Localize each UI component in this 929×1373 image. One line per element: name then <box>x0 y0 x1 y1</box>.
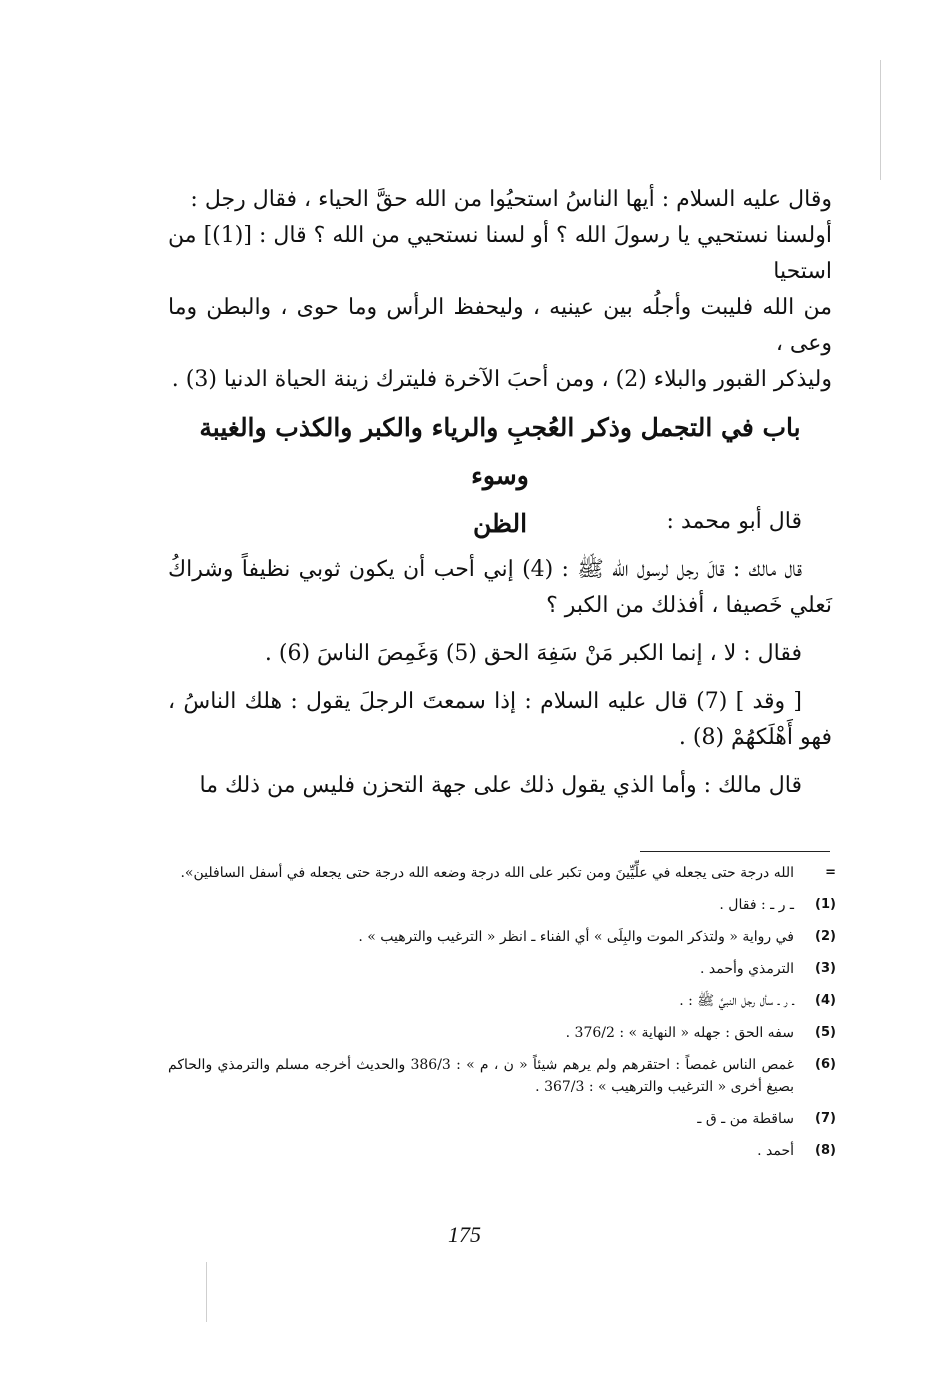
footnote-number: (7) <box>815 1111 836 1126</box>
footnote <box>168 862 836 884</box>
footnote <box>168 1108 836 1130</box>
footnote <box>168 894 836 916</box>
footnote-number: (4) <box>815 993 836 1008</box>
paragraph: فقال : لا ، إنما الكبر مَنْ سَفِهَ الحق (5) وَغَمِصَ الناسَ (6) . <box>264 641 802 666</box>
footnote-number: (2) <box>815 929 836 944</box>
footnote-text: غمص الناس غمصاً : احتقرهم ولم يرهم شيئاً « ن ، م » : 386/3 والحديث أخرجه مسلم والترمذي والحاكم بصيغ أخرى « الترغيب والترهيب » : 367/3 . <box>168 1057 795 1095</box>
footnote <box>168 958 836 980</box>
footnote-text: الترمذي وأحمد . <box>699 961 794 977</box>
paragraph: [ وقد ] (7) قال عليه السلام : إذا سمعتَ الرجلَ يقول : هلك الناسُ ، فهو أَهْلَكهُمْ (8) . <box>168 689 832 750</box>
footnote-number: (6) <box>815 1057 836 1072</box>
footnote-number: (5) <box>815 1025 836 1040</box>
chapter-heading-line: باب في التجمل وذكر العُجبِ والرياء والكبر والكذب والغيبة وسوء <box>199 413 801 490</box>
scan-artifact <box>206 1262 207 1322</box>
footnote-number: = <box>825 865 836 880</box>
footnote-text: سفه الحق : جهله « النهاية » : 376/2 . <box>565 1025 794 1041</box>
footnote-text: ساقطة من ـ ق ـ <box>697 1111 794 1127</box>
intro-line: وقال عليه السلام : أيها الناسُ استحيُوا من الله حقَّ الحياء ، فقال رجل : <box>190 187 832 212</box>
footnotes <box>168 862 836 1172</box>
footnote-text: ـ ر ـ سأل رجل النبيَّ ﷺ : . <box>679 993 794 1009</box>
paragraph: قال أبو محمد : <box>666 509 802 534</box>
footnote <box>168 1054 836 1098</box>
footnote <box>168 926 836 948</box>
footnote-divider <box>640 851 830 852</box>
footnote-number: (8) <box>815 1143 836 1158</box>
chapter-body <box>168 504 832 816</box>
intro-line: من الله فليبت وأجلُه بين عينيه ، وليحفظ الرأس وما حوى ، والبطن وما وعى ، <box>168 295 832 356</box>
footnote-number: (3) <box>815 961 836 976</box>
page-number: 175 <box>448 1222 481 1247</box>
footnote-text: في رواية « ولتذكر الموت والبِلَى » أي الفناء ـ انظر « الترغيب والترهيب » . <box>358 929 794 945</box>
scan-artifact <box>880 60 881 180</box>
paragraph: قال مالك : وأما الذي يقول ذلك على جهة التحزن فليس من ذلك ما <box>199 773 802 798</box>
footnote <box>168 990 836 1012</box>
footnote-number: (1) <box>815 897 836 912</box>
paragraph: قال مالك : قالَ رجل لرسول الله ﷺ : (4) إني أحب أن يكون ثوبي نظيفاً وشراكُ نَعلي خَصيفا ، أفذلك من الكبر ؟ <box>168 557 832 618</box>
footnote-text: الله درجة حتى يجعله في علِّيِّينَ ومن تكبر على الله درجة وضعه الله درجة حتى يجعله في أسفل السافلين». <box>180 865 794 881</box>
footnote-text: أحمد . <box>757 1143 794 1159</box>
chapter-heading-line: الظن <box>472 509 528 538</box>
footnote <box>168 1022 836 1044</box>
footnote-text: ـ ر ـ : فقال . <box>719 897 794 913</box>
intro-paragraph <box>168 182 832 398</box>
intro-line: أولسنا نستحيي يا رسولَ الله ؟ أو لسنا نستحيي من الله ؟ قال : [(1)] من استحيا <box>168 223 832 284</box>
footnote <box>168 1140 836 1162</box>
intro-line: وليذكر القبور والبلاء (2) ، ومن أحبَ الآخرة فليترك زينة الحياة الدنيا (3) . <box>171 367 832 392</box>
